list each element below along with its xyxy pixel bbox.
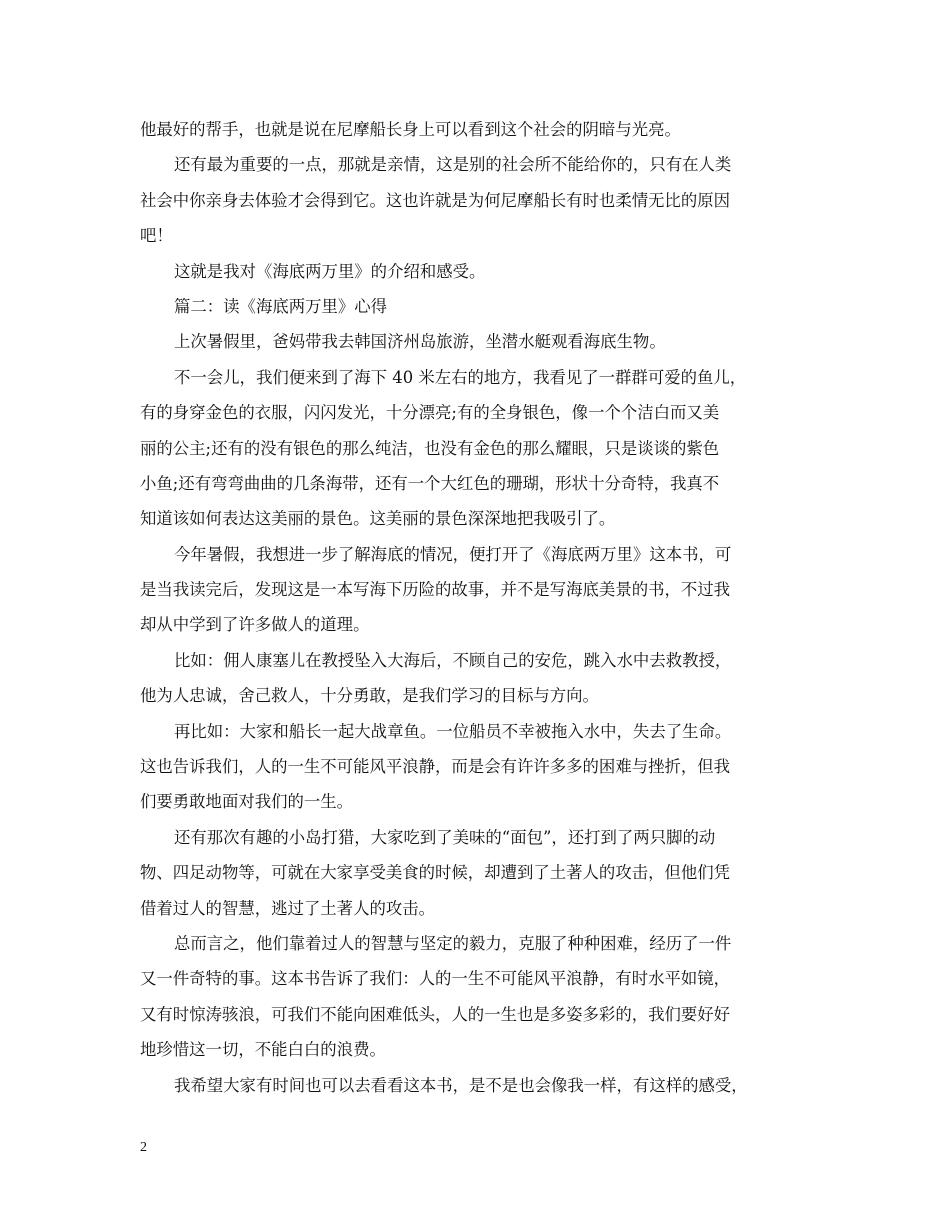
text-line: 有的身穿金色的衣服，闪闪发光，十分漂亮;有的全身银色，像一个个洁白而又美	[140, 403, 720, 423]
text-line: 是当我读完后，发现这是一本写海下历险的故事，并不是写海底美景的书，不过我	[140, 580, 731, 600]
text-line: 再比如：大家和船长一起大战章鱼。一位船员不幸被拖入水中，失去了生命。	[174, 721, 732, 741]
text-line: 总而言之，他们靠着过人的智慧与坚定的毅力，克服了种种困难，经历了一件	[174, 933, 732, 953]
text-line: 又有时惊涛骇浪，可我们不能向困难低头，人的一生也是多姿多彩的，我们要好好	[140, 1004, 731, 1024]
text-line: 物、四足动物等，可就在大家享受美食的时候，却遭到了土著人的攻击，但他们凭	[140, 863, 731, 883]
text-line: 他为人忠诚，舍己救人，十分勇敢，是我们学习的目标与方向。	[140, 686, 599, 706]
text-line: 借着过人的智慧，逃过了土著人的攻击。	[140, 898, 436, 918]
text-line: 又一件奇特的事。这本书告诉了我们：人的一生不可能风平浪静，有时水平如镜，	[140, 969, 731, 989]
text-line: 还有那次有趣的小岛打猎，大家吃到了美味的“面包”，还打到了两只脚的动	[174, 827, 716, 847]
text-line: 知道该如何表达这美丽的景色。这美丽的景色深深地把我吸引了。	[140, 509, 616, 529]
text-line: 社会中你亲身去体验才会得到它。这也许就是为何尼摩船长有时也柔情无比的原因	[140, 190, 731, 210]
text-line: 今年暑假，我想进一步了解海底的情况，便打开了《海底两万里》这本书，可	[174, 544, 732, 564]
text-line: 地珍惜这一切，不能白白的浪费。	[140, 1040, 386, 1060]
text-line: 吧！	[140, 226, 173, 246]
text-line: 不一会儿，我们便来到了海下 40 米左右的地方，我看见了一群群可爱的鱼儿，	[174, 367, 747, 387]
text-line: 丽的公主;还有的没有银色的那么纯洁，也没有金色的那么耀眼，只是谈谈的紫色	[140, 438, 720, 458]
text-line: 却从中学到了许多做人的道理。	[140, 615, 370, 635]
text-line: 还有最为重要的一点，那就是亲情，这是别的社会所不能给你的，只有在人类	[174, 155, 732, 175]
text-line: 他最好的帮手，也就是说在尼摩船长身上可以看到这个社会的阴暗与光亮。	[140, 120, 681, 139]
section-heading: 篇二：读《海底两万里》心得	[174, 296, 388, 316]
text-line: 上次暑假里，爸妈带我去韩国济州岛旅游，坐潜水艇观看海底生物。	[174, 332, 666, 352]
body-text	[140, 112, 830, 1103]
text-line: 我希望大家有时间也可以去看看这本书，是不是也会像我一样，有这样的感受，	[174, 1075, 748, 1095]
text-line: 这就是我对《海底两万里》的介绍和感受。	[174, 261, 486, 281]
text-line: 小鱼;还有弯弯曲曲的几条海带，还有一个大红色的珊瑚，形状十分奇特，我真不	[140, 473, 720, 493]
text-line: 们要勇敢地面对我们的一生。	[140, 792, 354, 812]
text-line: 比如：佣人康塞儿在教授坠入大海后，不顾自己的安危，跳入水中去救教授，	[174, 650, 732, 670]
page-number: 2	[140, 1140, 147, 1155]
text-line: 这也告诉我们，人的一生不可能风平浪静，而是会有许许多多的困难与挫折，但我	[140, 757, 731, 777]
